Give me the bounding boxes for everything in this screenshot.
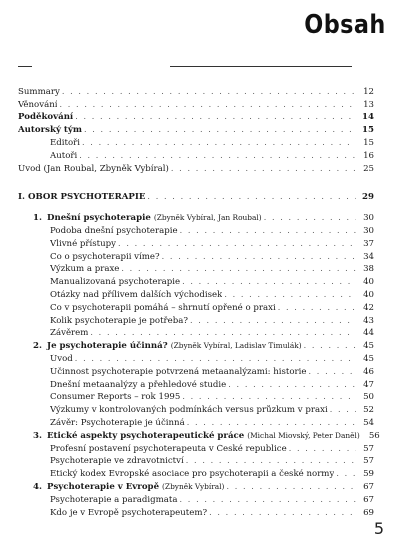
leader-dots <box>180 226 356 236</box>
entry-title: Kolik psychoterapie je potřeba? <box>50 315 188 326</box>
entry-page: 37 <box>363 238 374 249</box>
toc-entry <box>18 161 374 174</box>
entry-title: Účinnost psychoterapie potvrzená metaanalýzami: historie <box>50 366 307 377</box>
leader-dots <box>264 213 356 223</box>
toc-entry <box>18 97 374 110</box>
entry-authors: (Zbyněk Vybíral, Ladislav Timulák) <box>170 341 302 351</box>
entry-page: 44 <box>363 328 374 339</box>
entry-page: 15 <box>362 125 374 136</box>
entry-page: 13 <box>363 99 374 110</box>
toc-entry <box>18 313 374 326</box>
entry-page: 52 <box>363 405 374 416</box>
chapter-number: 3. <box>33 430 42 441</box>
toc-entry <box>18 351 374 364</box>
toc-entry <box>18 505 374 518</box>
entry-page: 38 <box>363 264 374 275</box>
toc-entry <box>18 326 374 339</box>
toc-entry <box>18 122 374 135</box>
leader-dots <box>304 341 356 351</box>
entry-page: 56 <box>368 430 380 441</box>
leader-dots <box>336 469 356 479</box>
toc-entry <box>18 84 374 97</box>
leader-dots <box>182 392 356 402</box>
toc-entry <box>18 492 374 505</box>
leader-dots <box>187 418 356 428</box>
entry-title: Autoři <box>50 150 78 161</box>
leader-dots <box>147 192 356 202</box>
toc-entry <box>18 223 374 236</box>
leader-dots <box>79 151 356 161</box>
entry-page: 59 <box>363 469 374 480</box>
entry-title: Consumer Reports – rok 1995 <box>50 392 181 403</box>
entry-title: Psychoterapie ve zdravotnictví <box>50 456 184 467</box>
entry-page: 46 <box>363 366 374 377</box>
entry-page: 43 <box>363 315 374 326</box>
front-matter-list <box>18 84 374 174</box>
entry-title: Vlivné přístupy <box>50 238 117 249</box>
leader-dots <box>90 328 356 338</box>
toc-entry <box>18 148 374 161</box>
chapters-list <box>18 210 380 518</box>
chapter-number: 4. <box>33 481 42 492</box>
entry-title: Manualizovaná psychoterapie <box>50 277 181 288</box>
entry-title: Co o psychoterapii víme? <box>50 251 160 262</box>
leader-dots <box>82 138 356 148</box>
entry-page: 67 <box>363 481 374 492</box>
entry-title: Závěrem <box>50 328 89 339</box>
leader-dots <box>182 277 356 287</box>
entry-title: Výzkumy v kontrolovaných podmínkách versus průzkum v praxi <box>50 405 328 416</box>
entry-authors: (Michal Miovský, Peter Daněl) <box>247 430 360 440</box>
toc-entry <box>18 364 374 377</box>
toc-entry <box>18 300 374 313</box>
entry-title: Věnování <box>18 99 58 110</box>
entry-title: Kdo je v Evropě psychoterapeutem? <box>50 507 208 518</box>
entry-page: 40 <box>363 277 374 288</box>
leader-dots <box>162 252 356 262</box>
entry-title: Závěr: Psychoterapie je účinná <box>50 417 185 428</box>
entry-page: 50 <box>363 392 374 403</box>
page-number: 5 <box>373 519 384 538</box>
entry-title: Psychoterapie v Evropě <box>47 481 160 492</box>
entry-title: Podoba dnešní psychoterapie <box>50 225 178 236</box>
toc-entry <box>18 135 374 148</box>
leader-dots <box>278 303 356 313</box>
toc-entry <box>18 236 374 249</box>
entry-title: Úvod (Jan Roubal, Zbyněk Vybíral) <box>18 163 169 174</box>
toc-entry <box>18 441 374 454</box>
page-title: Obsah <box>304 10 386 40</box>
toc-entry <box>18 287 374 300</box>
toc-entry <box>18 249 374 262</box>
toc-entry <box>18 110 374 123</box>
entry-title: Dnešní psychoterapie <box>47 213 151 224</box>
entry-title: Summary <box>18 86 60 97</box>
entry-title: Psychoterapie a paradigmata <box>50 494 178 505</box>
toc-entry <box>18 262 374 275</box>
entry-page: 40 <box>363 289 374 300</box>
toc-entry <box>18 415 374 428</box>
entry-title: Profesní postavení psychoterapeuta v České republice <box>50 443 287 454</box>
entry-page: 16 <box>363 150 374 161</box>
entry-page: 54 <box>363 417 374 428</box>
entry-title: Etický kodex Evropské asociace pro psychoterapii a české normy <box>50 469 335 480</box>
part-heading <box>18 190 374 203</box>
leader-dots <box>289 444 356 454</box>
entry-page: 42 <box>363 302 374 313</box>
entry-title: Otázky nad přílivem dalších východisek <box>50 289 223 300</box>
entry-page: 57 <box>363 443 374 454</box>
toc-entry <box>18 274 374 287</box>
entry-authors: (Zbyněk Vybíral, Jan Roubal) <box>153 213 262 223</box>
header-rule-short <box>18 66 32 67</box>
entry-page: 30 <box>363 213 374 224</box>
entry-page: 14 <box>362 112 374 123</box>
entry-page: 30 <box>363 225 374 236</box>
toc-entry <box>18 402 374 415</box>
entry-page: 12 <box>363 86 374 97</box>
leader-dots <box>59 100 356 110</box>
table-of-contents <box>18 84 380 518</box>
entry-page: 47 <box>363 379 374 390</box>
leader-dots <box>309 367 357 377</box>
toc-entry <box>18 390 374 403</box>
leader-dots <box>226 482 356 492</box>
leader-dots <box>62 87 356 97</box>
entry-title: Poděkování <box>18 112 74 123</box>
leader-dots <box>190 316 356 326</box>
entry-page: 69 <box>363 507 374 518</box>
leader-dots <box>121 264 356 274</box>
leader-dots <box>84 125 356 135</box>
leader-dots <box>330 405 356 415</box>
chapter-heading <box>18 338 374 351</box>
chapter-heading <box>18 210 374 223</box>
entry-page: 45 <box>363 353 374 364</box>
chapter-number: 1. <box>33 213 42 224</box>
entry-title: Výzkum a praxe <box>50 264 120 275</box>
leader-dots <box>171 164 356 174</box>
leader-dots <box>75 112 356 122</box>
entry-title: Co v psychoterapii pomáhá – shrnutí opřené o praxi <box>50 302 276 313</box>
leader-dots <box>209 508 356 518</box>
entry-title: Autorský tým <box>18 125 82 136</box>
entry-page: 57 <box>363 456 374 467</box>
entry-page: 34 <box>363 251 374 262</box>
toc-entry <box>18 377 374 390</box>
entry-authors: (Zbyněk Vybíral) <box>162 481 225 491</box>
entry-page: 45 <box>363 341 374 352</box>
chapter-heading <box>18 428 380 441</box>
leader-dots <box>228 380 356 390</box>
entry-page: 25 <box>363 163 374 174</box>
chapter-heading <box>18 479 374 492</box>
toc-entry <box>18 466 374 479</box>
entry-title: Etické aspekty psychoterapeutické práce <box>47 430 245 441</box>
entry-page: 15 <box>363 137 374 148</box>
header-rule-long <box>170 66 352 67</box>
entry-title: Je psychoterapie účinná? <box>47 341 168 352</box>
leader-dots <box>186 456 356 466</box>
entry-title: Dnešní metaanalýzy a přehledové studie <box>50 379 227 390</box>
leader-dots <box>118 239 356 249</box>
entry-title: Úvod <box>50 353 73 364</box>
leader-dots <box>180 495 357 505</box>
chapter-number: 2. <box>33 341 42 352</box>
part-page: 29 <box>362 192 374 203</box>
leader-dots <box>75 354 356 364</box>
leader-dots <box>224 290 356 300</box>
entry-page: 67 <box>363 494 374 505</box>
toc-entry <box>18 454 374 467</box>
part-label: I. OBOR PSYCHOTERAPIE <box>18 192 146 203</box>
entry-title: Editoři <box>50 137 81 148</box>
